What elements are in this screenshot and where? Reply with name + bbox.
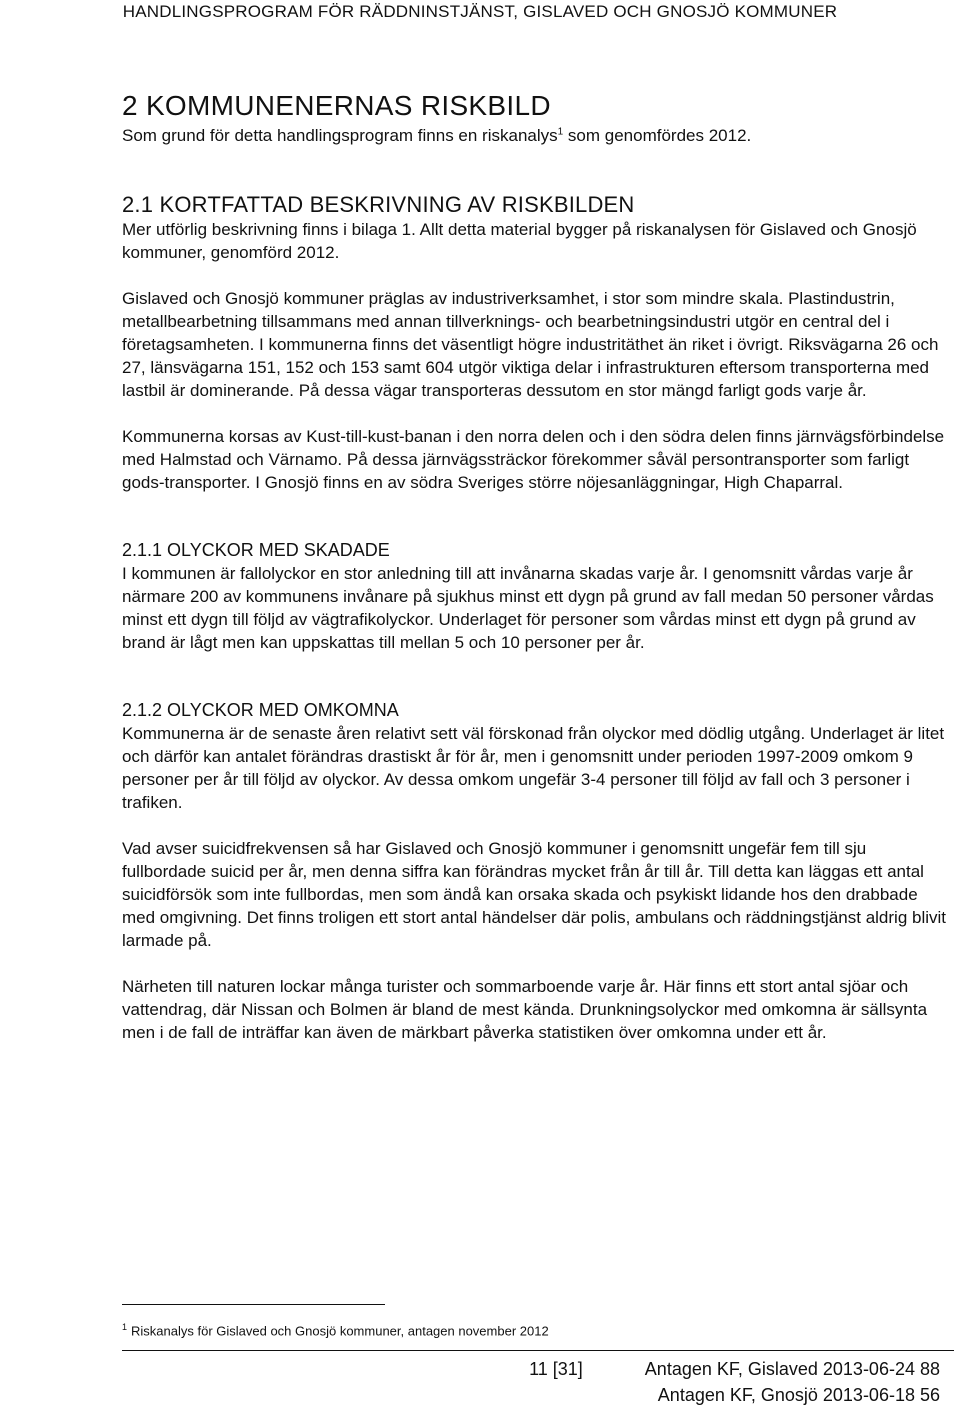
page-number: 11 [31] [529,1359,583,1379]
intro-text-end: som genomfördes 2012. [563,126,752,145]
adoption-gislaved: Antagen KF, Gislaved 2013-06-24 88 [644,1359,940,1379]
section-2-intro [122,124,954,147]
footnote-text: Riskanalys för Gislaved och Gnosjö kommuner, antagen november 2012 [131,1323,549,1339]
footnote-mark: 1 [122,1322,128,1332]
section-2-1-2-paragraph-2: Vad avser suicidfrekvensen så har Gislaved och Gnosjö kommuner i genomsnitt ungefär fem till sju fullbordade suicid per år, men denna siffra kan förändras mycket från år till år. Till detta kan läggas ett antal suicidförsök som inte fullbordas, men som ändå kan orsaka skada och psykiskt lidande hos den drabbade med omgivning. Det finns troligen ett stort antal händelser där polis, ambulans och räddningstjänst aldrig blivit larmade på. [122,839,947,950]
section-2-1-paragraph-1: Mer utförlig beskrivning finns i bilaga 1. Allt detta material bygger på riskanalysen för Gislaved och Gnosjö kommuner, genomförd 2012. [122,220,917,262]
running-header: HANDLINGSPROGRAM FÖR RÄDDNINSTJÄNST, GISLAVED OCH GNOSJÖ KOMMUNER [122,2,838,21]
section-2-heading: 2 KOMMUNENERNAS RISKBILD [122,90,551,121]
page-footer [529,1356,940,1408]
footnote [122,1319,549,1339]
footnote-divider [122,1304,385,1305]
section-2-1-heading: 2.1 KORTFATTAD BESKRIVNING AV RISKBILDEN [122,192,635,217]
section-2-1-2-paragraph-3: Närheten till naturen lockar många turister och sommarboende varje år. Här finns ett stort antal sjöar och vattendrag, där Nissan och Bolmen är bland de mest kända. Drunkningsolyckor med omkomna är sällsynta men i de fall de inträffar kan även de märkbart påverka statistiken över omkomna under ett år. [122,977,928,1042]
adoption-gnosjo: Antagen KF, Gnosjö 2013-06-18 56 [657,1385,940,1405]
section-2-1-1-heading: 2.1.1 OLYCKOR MED SKADADE [122,540,390,560]
intro-text: Som grund för detta handlingsprogram finns en riskanalys [122,126,558,145]
footer-divider [122,1350,954,1351]
section-2-1-paragraph-2: Gislaved och Gnosjö kommuner präglas av industriverksamhet, i stor som mindre skala. Plastindustrin, metallbearbetning tillsammans med annan tillverknings- och bearbetningsindustri utgör en central del i företagsamheten. I kommunerna finns det väsentligt högre industritäthet än riket i övrigt. Riksvägarna 26 och 27, länsvägarna 151, 152 och 153 samt 604 utgör viktiga delar i infrastrukturen eftersom transporterna med lastbil är dominerande. På dessa vägar transporteras dessutom en stor mängd farligt gods varje år. [122,289,939,400]
page-content [122,88,954,1044]
section-2-1-2-paragraph-1: Kommunerna är de senaste åren relativt sett väl förskonad från olyckor med dödlig utgång. Underlaget är litet och därför kan antalet förändras drastiskt år för år, men i genomsnitt under perioden 1997-2009 omkom 9 personer per år till följd av olyckor. Av dessa omkom ungefär 3-4 personer till följd av fall och 3 personer i trafiken. [122,724,945,812]
section-2-1-2-heading: 2.1.2 OLYCKOR MED OMKOMNA [122,700,399,720]
section-2-1-paragraph-3: Kommunerna korsas av Kust-till-kust-banan i den norra delen och i den södra delen finns järnvägsförbindelse med Halmstad och Värnamo. På dessa järnvägssträckor förekommer såväl persontransporter som farligt gods-transporter. I Gnosjö finns en av södra Sveriges större nöjesanläggningar, High Chaparral. [122,427,945,492]
footnote-reference: 1 [557,126,564,138]
section-2-1-1-paragraph-1: I kommunen är fallolyckor en stor anledning till att invånarna skadas varje år. I genomsnitt vårdas varje år närmare 200 av kommunens invånare på sjukhus minst ett dygn på grund av fall medan 50 personer vårdas minst ett dygn till följd av vägtrafikolyckor. Underlaget för personer som vårdas minst ett dygn på grund av brand är lågt men kan uppskattas till mellan 5 och 10 personer per år. [122,564,934,652]
